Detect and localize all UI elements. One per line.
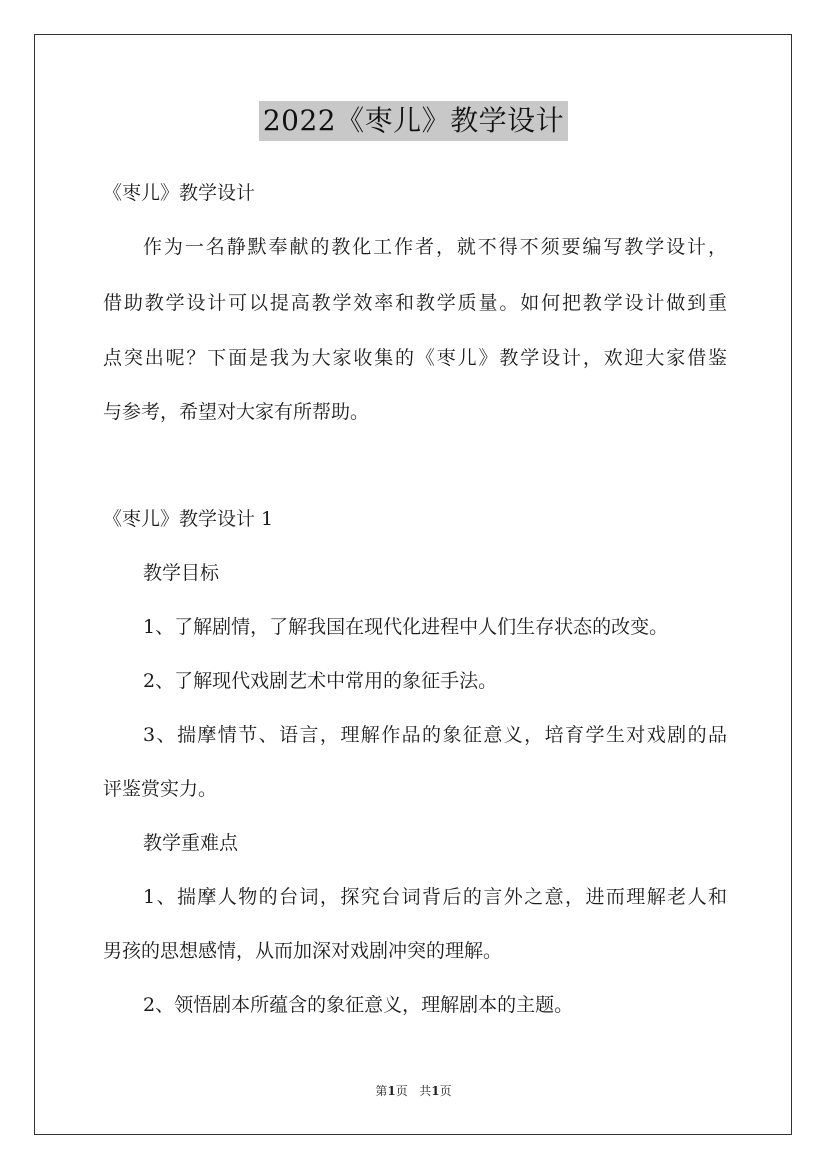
page-suffix: 页 [395, 1084, 408, 1098]
page-current: 1 [387, 1084, 396, 1098]
goal-item-3-line-2: 评鉴赏实力。 [103, 778, 218, 800]
total-prefix: 共 [419, 1084, 432, 1098]
section-heading: 《枣儿》教学设计 1 [103, 508, 274, 530]
intro-line-3: 点突出呢？下面是我为大家收集的《枣儿》教学设计，欢迎大家借鉴 [103, 347, 727, 369]
goal-item-2: 2、了解现代戏剧艺术中常用的象征手法。 [143, 670, 498, 692]
document-subtitle: 《枣儿》教学设计 [103, 182, 256, 204]
key-item-2: 2、领悟剧本所蕴含的象征意义，理解剧本的主题。 [143, 994, 574, 1016]
page-footer [0, 1083, 827, 1099]
intro-line-2: 借助教学设计可以提高教学效率和教学质量。如何把教学设计做到重 [103, 292, 727, 314]
goals-heading: 教学目标 [143, 562, 220, 584]
key-item-1-line-1: 1、揣摩人物的台词，探究台词背后的言外之意，进而理解老人和 [143, 886, 727, 908]
key-item-1-line-2: 男孩的思想感情，从而加深对戏剧冲突的理解。 [103, 940, 503, 962]
intro-line-4: 与参考，希望对大家有所帮助。 [103, 401, 370, 423]
page-total: 1 [431, 1084, 440, 1098]
total-suffix: 页 [439, 1084, 452, 1098]
key-points-heading: 教学重难点 [143, 832, 239, 854]
page-prefix: 第 [375, 1084, 388, 1098]
document-title: 2022《枣儿》教学设计 [259, 101, 568, 141]
intro-line-1: 作为一名静默奉献的教化工作者，就不得不须要编写教学设计， [143, 236, 727, 258]
goal-item-1: 1、了解剧情，了解我国在现代化进程中人们生存状态的改变。 [143, 616, 669, 638]
goal-item-3-line-1: 3、揣摩情节、语言，理解作品的象征意义，培育学生对戏剧的品 [143, 724, 727, 746]
title-container [0, 101, 827, 141]
